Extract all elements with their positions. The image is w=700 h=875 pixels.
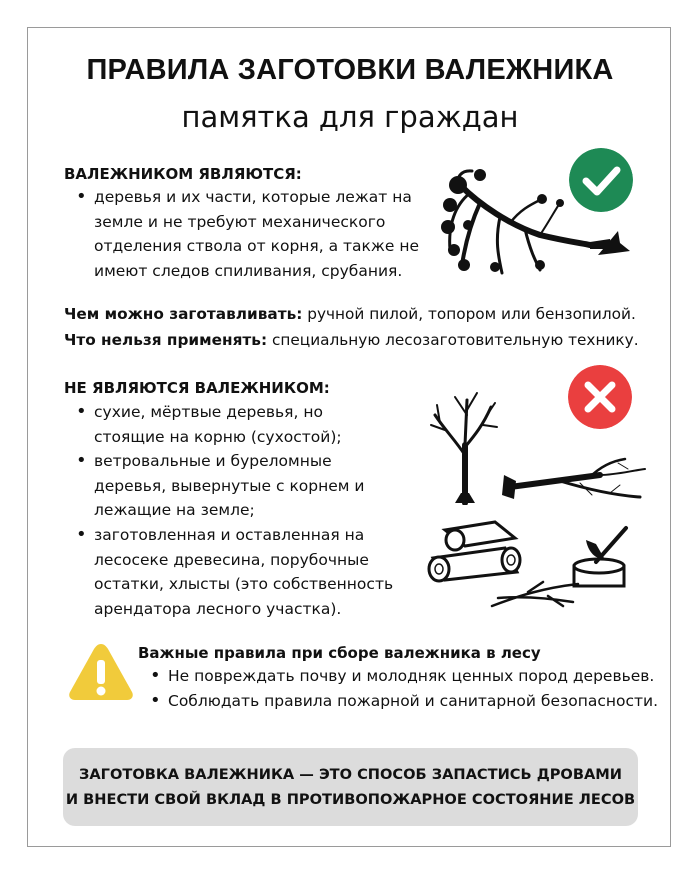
list-item: • Соблюдать правила пожарной и санитарной безопасности. <box>146 689 658 714</box>
rules-list <box>146 664 658 713</box>
list-item: • Не повреждать почву и молодняк ценных пород деревьев. <box>146 664 658 689</box>
windfall-tree-icon <box>500 455 650 505</box>
list-item: • сухие, мёртвые деревья, но стоящие на корню (сухостой); <box>72 400 382 449</box>
forbidden-tools-label: Что нельзя применять: <box>64 331 268 349</box>
allowed-tools-line <box>64 305 636 323</box>
branches-icon <box>488 578 583 610</box>
list-item: • заготовленная и оставленная на лесосеке древесина, порубочные остатки, хлысты (это собственность арендатора лесного участка). <box>72 523 394 621</box>
warning-icon <box>66 640 136 702</box>
allowed-tools-text: ручной пилой, топором или бензопилой. <box>307 305 636 323</box>
footer-line-1: ЗАГОТОВКА ВАЛЕЖНИКА — ЭТО СПОСОБ ЗАПАСТИСЬ ДРОВАМИ <box>79 766 622 783</box>
forbidden-tools-line <box>64 331 639 349</box>
is-section-list <box>72 185 432 283</box>
is-section-heading: ВАЛЕЖНИКОМ ЯВЛЯЮТСЯ: <box>64 165 302 183</box>
allowed-tools-label: Чем можно заготавливать: <box>64 305 303 323</box>
footer-banner <box>63 748 638 826</box>
not-section-list <box>72 400 406 621</box>
list-item: • деревья и их части, которые лежат на земле и не требуют механического отделения ствола от корня, а также не имеют следов спиливания, срубания. <box>72 185 432 283</box>
not-section-heading: НЕ ЯВЛЯЮТСЯ ВАЛЕЖНИКОМ: <box>64 379 330 397</box>
dead-tree-icon <box>425 385 505 505</box>
fallen-tree-icon <box>440 165 640 280</box>
cross-icon <box>568 365 632 429</box>
rules-heading: Важные правила при сборе валежника в лесу <box>138 644 541 662</box>
footer-line-2: И ВНЕСТИ СВОЙ ВКЛАД В ПРОТИВОПОЖАРНОЕ СОСТОЯНИЕ ЛЕСОВ <box>65 791 636 808</box>
page-subtitle: памятка для граждан <box>181 100 519 134</box>
firewood-logs-icon <box>425 518 530 586</box>
page-title: ПРАВИЛА ЗАГОТОВКИ ВАЛЕЖНИКА <box>86 54 614 86</box>
list-item: • ветровальные и буреломные деревья, вывернутые с корнем и лежащие на земле; <box>72 449 406 523</box>
forbidden-tools-text: специальную лесозаготовительную технику. <box>271 331 639 349</box>
